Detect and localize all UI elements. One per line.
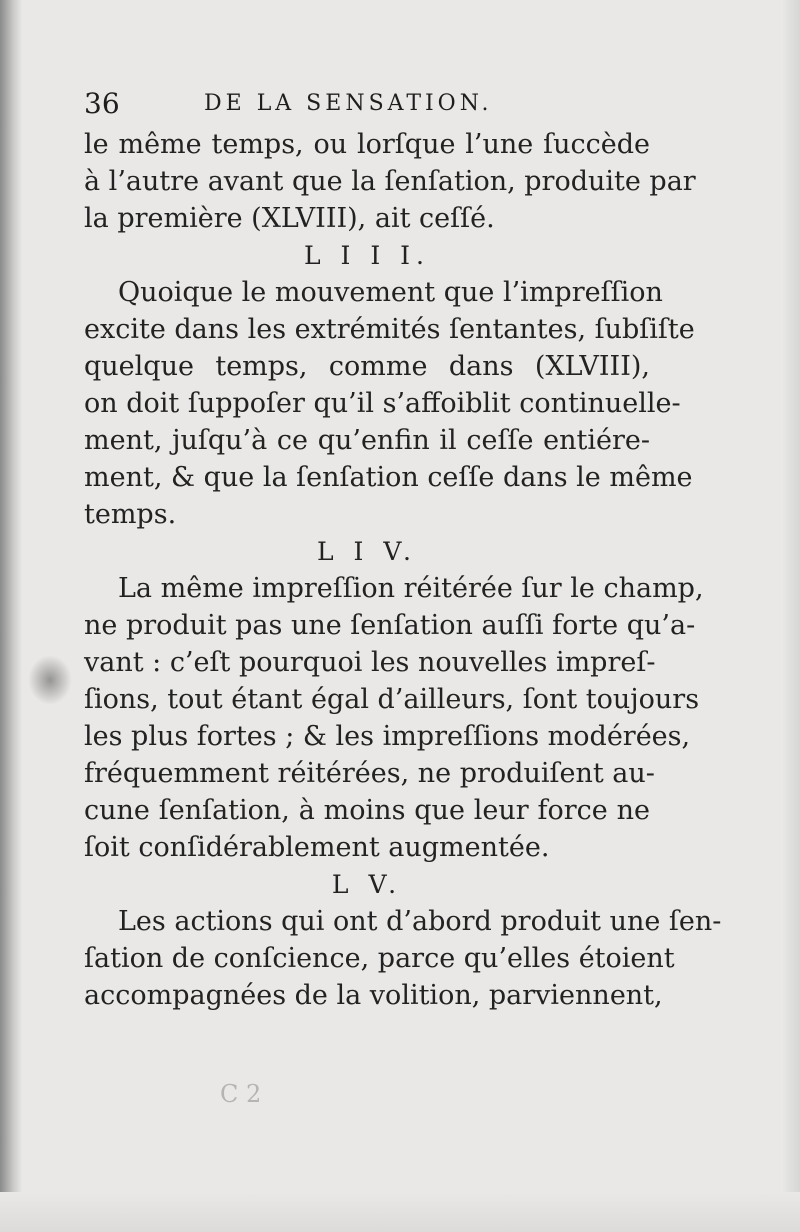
text-line: ſions, tout étant égal d’ailleurs, ſont toujours [84,684,700,715]
ink-smudge [28,655,72,705]
text-line: le même temps, ou lorſque l’une ſuccède [84,129,650,160]
text-line: à l’autre avant que la ſenſation, produite par [84,166,696,197]
text-line: les plus fortes ; & les impreſſions modérées, [84,721,691,752]
text-line: ne produit pas une ſenſation auſſi forte qu’a- [84,610,696,641]
text-line: la première (XLVIII), ait ceſſé. [84,203,495,234]
text-line: ſation de conſcience, parce qu’elles étoient [84,943,675,974]
section-heading-liv: L I V. [316,537,417,566]
page-gutter-shadow [0,0,22,1232]
page-header [84,84,664,124]
text-line: La même impreſſion réitérée ſur le champ, [118,573,704,604]
text-line: Quoique le mouvement que l’impreſſion [118,277,663,308]
text-line: fréquemment réitérées, ne produiſent au- [84,758,655,789]
page-right-edge [782,0,800,1232]
page-text [84,126,722,1014]
text-line: quelque temps, comme dans (XLVIII), [84,351,650,382]
text-line: on doit ſuppoſer qu’il s’affoiblit continuelle- [84,388,681,419]
text-line: vant : c’eſt pourquoi les nouvelles impreſ- [84,647,656,678]
text-line: ſoit conſidérablement augmentée. [84,832,550,863]
text-line: ment, & que la ſenſation ceſſe dans le même [84,462,693,493]
signature-mark: C 2 [220,1080,262,1108]
text-line: Les actions qui ont d’abord produit une ſen- [118,906,722,937]
text-line: cune ſenſation, à moins que leur force ne [84,795,650,826]
text-line: temps. [84,499,177,530]
page-bottom-edge [0,1192,800,1232]
running-head: DE LA SENSATION. [204,91,493,116]
section-heading-lv: L V. [331,870,403,899]
section-heading-liii: L I I I. [303,241,430,270]
text-line: accompagnées de la volition, parviennent, [84,980,663,1011]
page-number: 36 [84,87,120,120]
text-line: excite dans les extrémités ſentantes, ſubſiſte [84,314,695,345]
text-line: ment, juſqu’à ce qu’enfin il ceſſe entiére- [84,425,650,456]
